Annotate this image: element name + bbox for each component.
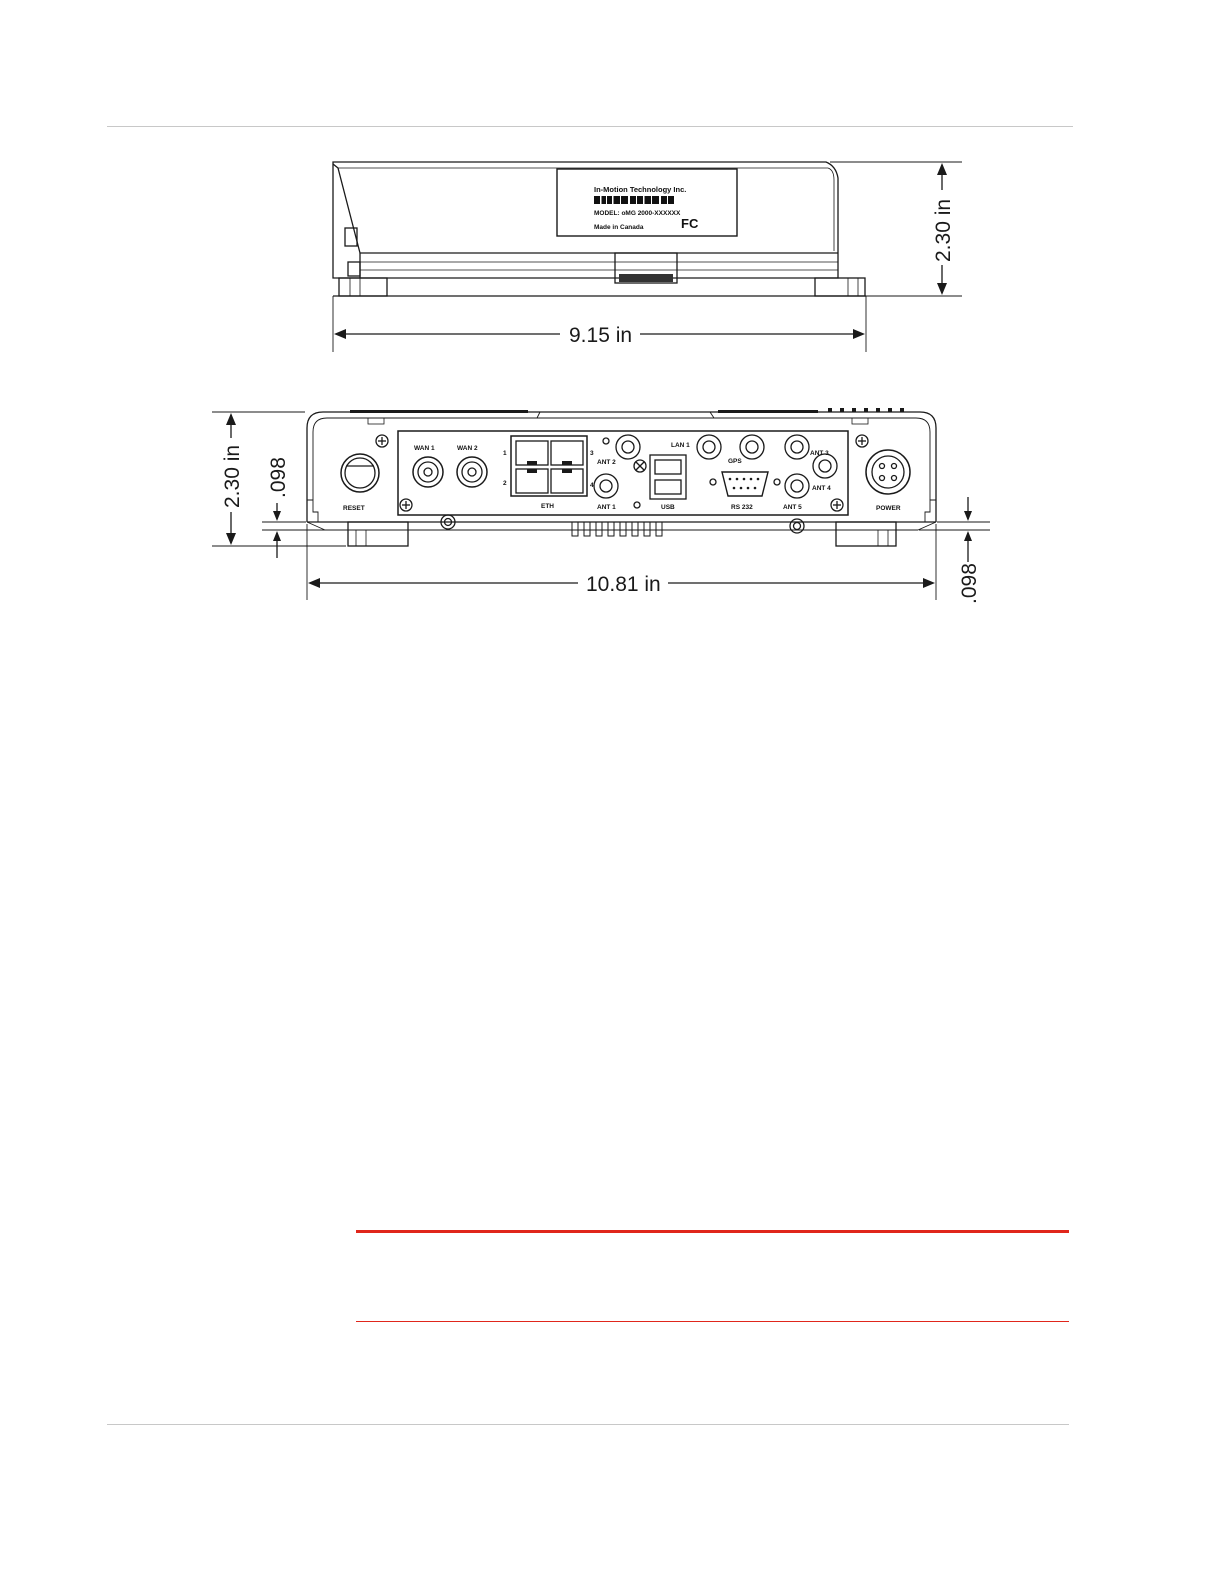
eth-port-4-label: 4 — [590, 482, 594, 489]
ant2-label: ANT 2 — [597, 459, 616, 466]
label-company-text: In-Motion Technology Inc. — [594, 185, 687, 194]
ant5-label: ANT 5 — [783, 504, 802, 511]
label-made-text: Made in Canada — [594, 224, 644, 231]
front-width-dimension: 10.81 in — [586, 573, 661, 596]
side-width-dimension: 9.15 in — [569, 324, 633, 347]
ant1-label: ANT 1 — [597, 504, 616, 511]
side-height-dimension: 2.30 in — [932, 198, 955, 262]
wan1-label: WAN 1 — [414, 445, 435, 452]
ant4-label: ANT 4 — [812, 485, 831, 492]
ant3-label: ANT 3 — [810, 450, 829, 457]
eth-port-1-label: 1 — [503, 450, 507, 457]
lan1-label: LAN 1 — [671, 442, 690, 449]
reset-label: RESET — [343, 505, 365, 512]
wan2-label: WAN 2 — [457, 445, 478, 452]
eth-port-3-label: 3 — [590, 450, 594, 457]
note-box-bottom-rule — [356, 1321, 1069, 1322]
fcc-mark: FC — [681, 216, 699, 231]
usb-label: USB — [661, 504, 675, 511]
eth-port-2-label: 2 — [503, 480, 507, 487]
note-box-top-rule — [356, 1230, 1069, 1233]
footer-rule — [107, 1424, 1069, 1425]
front-left-offset-dimension: .098 — [267, 457, 290, 498]
front-right-offset-dimension: .098 — [958, 563, 981, 604]
gps-label: GPS — [728, 458, 742, 465]
power-label: POWER — [876, 505, 901, 512]
eth-label: ETH — [541, 503, 554, 510]
label-model-text: MODEL: oMG 2000-XXXXXX — [594, 210, 681, 217]
rs232-label: RS 232 — [731, 504, 753, 511]
front-height-dimension: 2.30 in — [221, 444, 244, 508]
